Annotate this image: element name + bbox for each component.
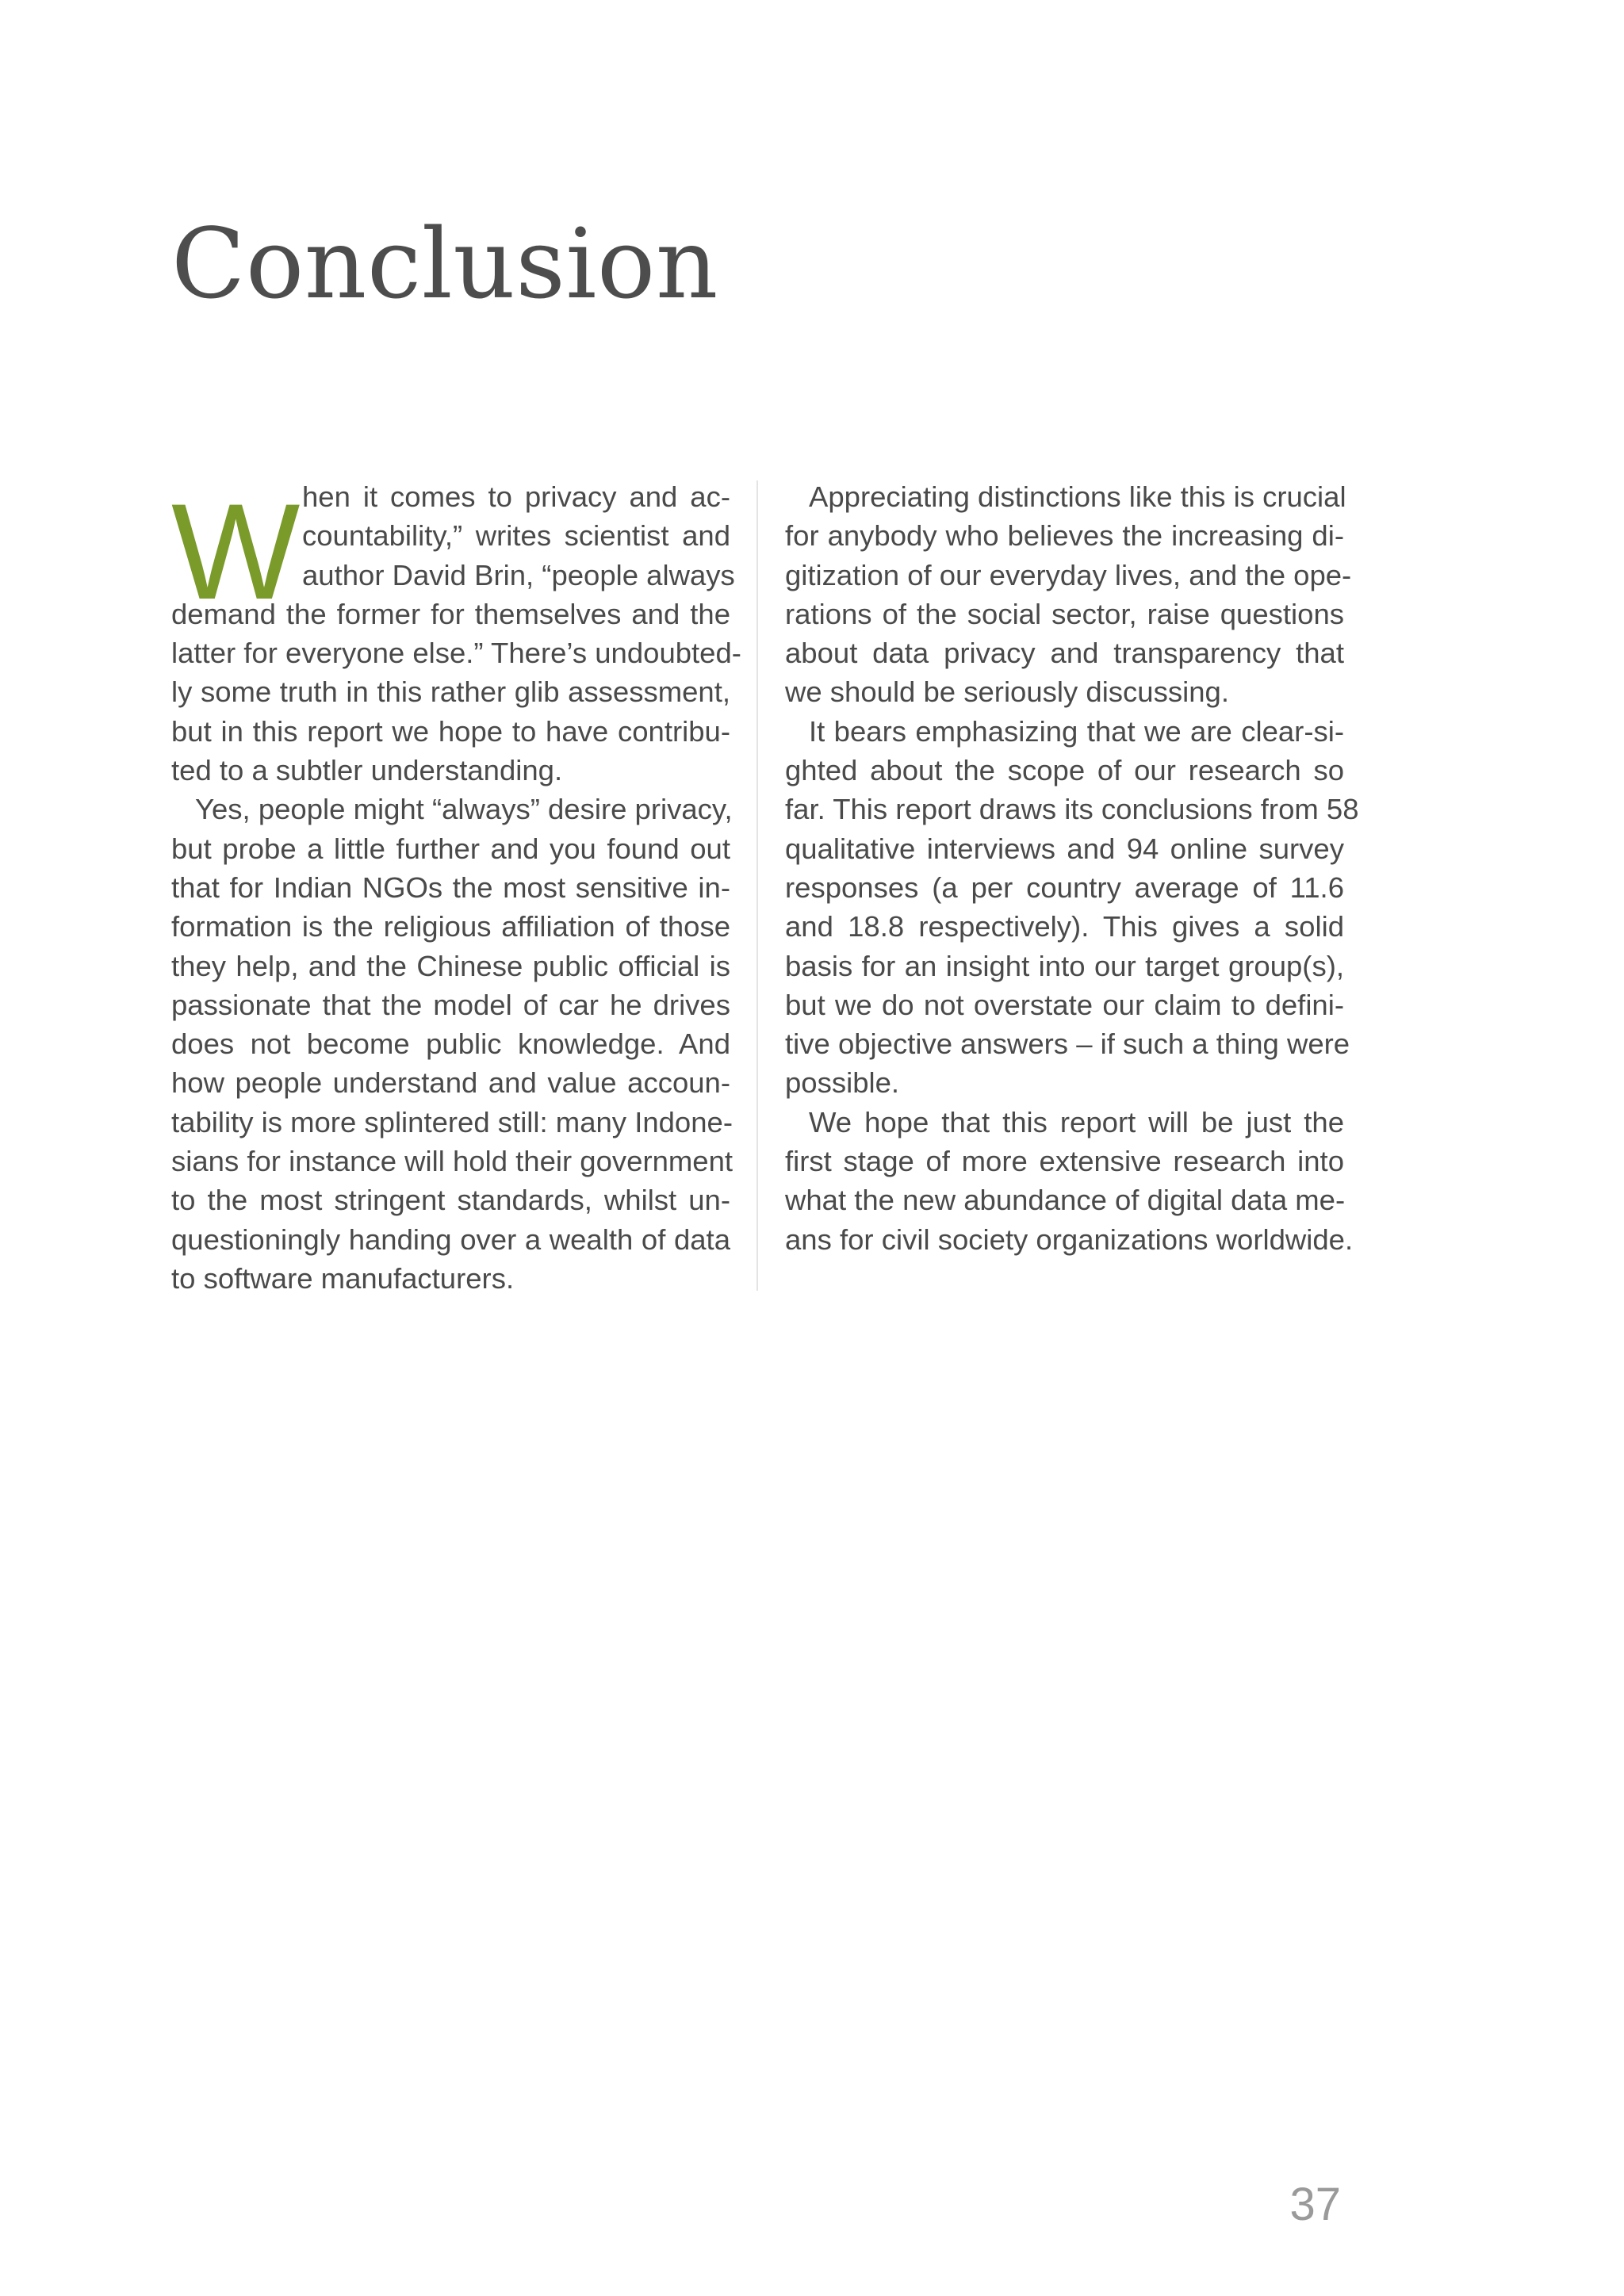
body-line: does not become public knowledge. And: [171, 1027, 730, 1061]
body-line: ans for civil society organizations worldwide.: [785, 1223, 1354, 1256]
body-line: We hope that this report will be just the: [809, 1105, 1344, 1138]
body-line: ly some truth in this rather glib assessment,: [171, 675, 730, 709]
body-line: demand the former for themselves and the: [171, 597, 730, 630]
body-line: but in this report we hope to have contribu-: [171, 714, 730, 748]
page-title: Conclusion: [171, 208, 718, 320]
body-line: first stage of more extensive research into: [785, 1145, 1344, 1178]
body-line: Yes, people might “always” desire privacy,: [195, 793, 733, 826]
body-line: hen it comes to privacy and ac-: [302, 480, 730, 513]
body-line: about data privacy and transparency that: [785, 637, 1344, 670]
body-line: for anybody who believes the increasing di-: [785, 519, 1344, 553]
body-line: questioningly handing over a wealth of data: [171, 1223, 730, 1256]
body-line: responses (a per country average of 11.6: [785, 871, 1344, 904]
left-column: [171, 476, 741, 1298]
body-line: ghted about the scope of our research so: [785, 754, 1344, 787]
body-line: author David Brin, “people always: [302, 558, 735, 591]
body-line: basis for an insight into our target group(s),: [785, 949, 1344, 982]
body-line: Appreciating distinctions like this is crucial: [809, 480, 1346, 513]
body-line: countability,” writes scientist and: [302, 519, 730, 553]
body-line: formation is the religious affiliation of those: [171, 910, 730, 943]
right-column: [785, 477, 1359, 1259]
body-line: but probe a little further and you found out: [171, 832, 730, 865]
body-line: we should be seriously discussing.: [785, 675, 1229, 709]
body-line: gitization of our everyday lives, and the ope-: [785, 558, 1352, 591]
body-line: to the most stringent standards, whilst un-: [171, 1184, 730, 1217]
body-line: latter for everyone else.” There’s undoubted-: [171, 637, 741, 670]
body-line: they help, and the Chinese public official is: [171, 949, 730, 982]
body-line: sians for instance will hold their government: [171, 1145, 733, 1178]
body-line: tive objective answers – if such a thing were: [785, 1027, 1350, 1061]
body-line: passionate that the model of car he drives: [171, 988, 730, 1021]
body-line: how people understand and value accoun-: [171, 1066, 730, 1100]
drop-cap: W: [171, 476, 301, 628]
body-line: ted to a subtler understanding.: [171, 754, 563, 787]
body-line: and 18.8 respectively). This gives a solid: [785, 910, 1344, 943]
column-divider: [756, 480, 758, 1291]
page-number: 37: [1289, 2179, 1341, 2230]
body-line: qualitative interviews and 94 online survey: [785, 832, 1344, 865]
body-line: far. This report draws its conclusions from 58: [785, 793, 1359, 826]
body-line: to software manufacturers.: [171, 1261, 515, 1295]
body-line: It bears emphasizing that we are clear-si-: [809, 714, 1344, 748]
body-line: tability is more splintered still: many Indone-: [171, 1105, 733, 1138]
body-line: rations of the social sector, raise questions: [785, 597, 1344, 630]
body-line: that for Indian NGOs the most sensitive in-: [171, 871, 730, 904]
body-line: what the new abundance of digital data me-: [785, 1184, 1346, 1217]
body-line: but we do not overstate our claim to defini-: [785, 988, 1344, 1021]
body-line: possible.: [785, 1066, 900, 1100]
